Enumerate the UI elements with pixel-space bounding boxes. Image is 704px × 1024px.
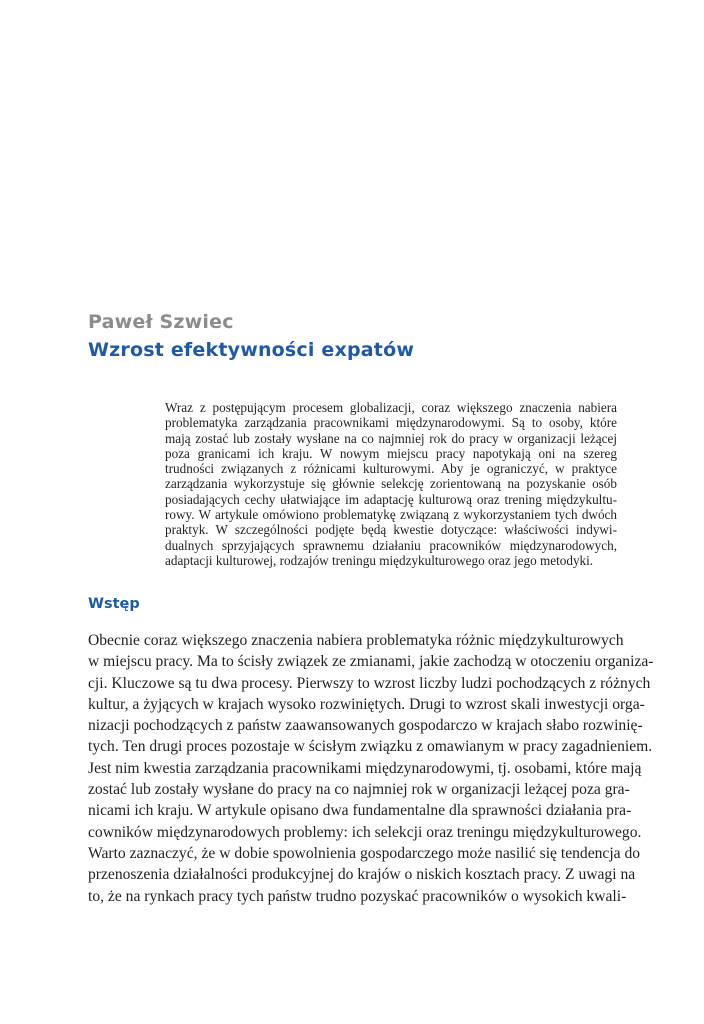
body-line: nicami ich kraju. W artykule opisano dwa fundamentalne dla sprawności działania pra- [88,802,632,820]
body-line: cowników międzynarodowych problemy: ich selekcji oraz treningu międzykulturowego. [88,823,642,841]
body-line: w miejscu pracy. Ma to ścisły związek ze zmianami, jakie zachodzą w otoczeniu organiza- [88,653,654,671]
body-line: tych. Ten drugi proces pozostaje w ścisłym związku z omawianym w pracy zagadnieniem. [88,738,653,756]
abstract-line: mają zostać lub zostały wysłane na co najmniej rok do pracy w organizacji leżącej [165,430,617,446]
author-name: Paweł Szwiec [88,311,234,333]
abstract [165,400,617,568]
body-text [88,630,654,907]
abstract-line: Wraz z postępującym procesem globalizacji, coraz większego znaczenia nabiera [165,400,617,415]
abstract-line: rowy. W artykule omówiono problematykę związaną z wykorzystaniem tych dwóch [165,507,617,523]
abstract-line: posiadających cechy ułatwiające im adaptację kulturową oraz trening międzykultu- [165,491,617,507]
body-line: Obecnie coraz większego znaczenia nabiera problematyka różnic międzykulturowych [88,632,624,649]
body-line: zostać lub zostały wysłane do pracy na co najmniej rok w organizacji leżącej poza gra- [88,781,630,799]
abstract-line: trudności związanych z różnicami kulturowymi. Aby je ograniczyć, w praktyce [165,461,617,477]
abstract-line: zarządzania wykorzystuje się głównie selekcję zorientowaną na pozyskanie osób [165,476,617,492]
section-heading: Wstęp [88,596,140,612]
abstract-line: dualnych sprzyjających sprawnemu działaniu pracowników międzynarodowych, [165,537,617,553]
abstract-line: praktyk. W szczególności podjęte będą kwestie dotyczące: właściwości indywi- [165,522,617,538]
body-line: to, że na rynkach pracy tych państw trudno pozyskać pracowników o wysokich kwali- [88,887,627,905]
abstract-line: adaptacji kulturowej, rodzajów treningu międzykulturowego oraz jego metodyki. [165,552,594,568]
body-line: przenoszenia działalności produkcyjnej do krajów o niskich kosztach pracy. Z uwagi na [88,866,636,884]
body-line: cji. Kluczowe są tu dwa procesy. Pierwszy to wzrost liczby ludzi pochodzących z różnych [88,674,651,692]
body-line: nizacji pochodzących z państw zaawansowanych gospodarczo w krajach słabo rozwinię- [88,717,643,735]
article-title: Wzrost efektywności expatów [88,339,415,361]
abstract-line: poza granicami ich kraju. W nowym miejscu pracy napotykają oni na szereg [165,445,617,461]
body-line: Jest nim kwestia zarządzania pracownikami międzynarodowymi, tj. osobami, które mają [88,759,642,777]
abstract-line: problematyka zarządzania pracownikami międzynarodowymi. Są to osoby, które [165,415,617,431]
body-line: kultur, a żyjących w krajach wysoko rozwiniętych. Drugi to wzrost skali inwestycji orga- [88,695,645,713]
body-line: Warto zaznaczyć, że w dobie spowolnienia gospodarczego może nasilić się tendencja do [88,844,641,862]
